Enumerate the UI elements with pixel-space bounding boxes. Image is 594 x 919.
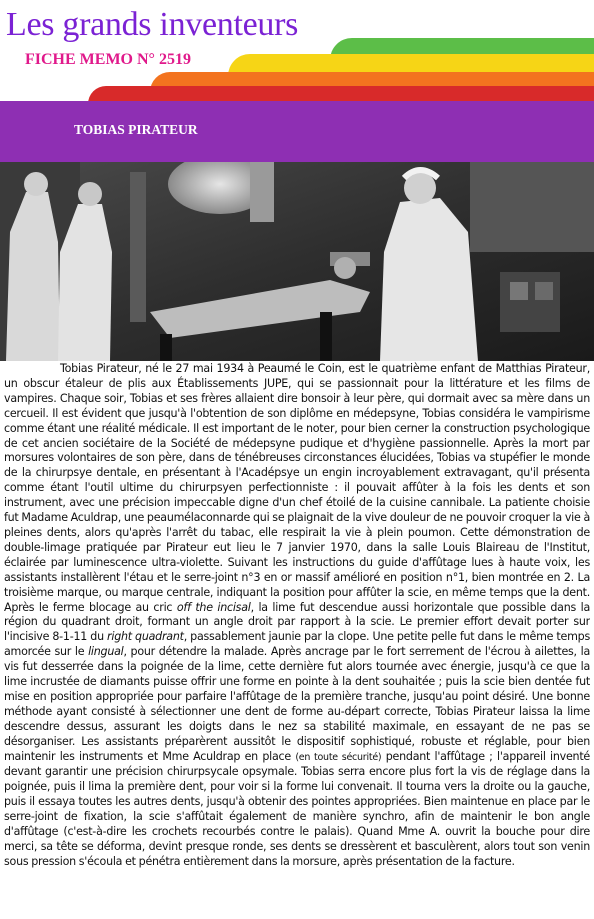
- emphasis-lingual: lingual: [88, 645, 124, 659]
- inventor-name: TOBIAS PIRATEUR: [74, 122, 198, 137]
- article-paragraph: Tobias Pirateur, né le 27 mai 1934 à Peaumé le Coin, est le quatrième enfant de Matthias Pirateur, un obscur étaleur de plis aux Établissements JUPE, qui se passionnait pour la littérature et les films de vampires. Chaque soir, Tobias et ses frères allaient dire bonsoir à leur père, qui dormait avec sa mère dans un cercueil. Il est évident que jusqu'à l'obtention de son diplôme en médepsyne, Tobias considéra le vampirisme comme étant une réalité médicale. Il est important de le noter, pour bien cerner la construction psychologique de cet ancien sociétaire de la Société de médepsyne pudique et d'hygiène passionnelle. Après la mort par morsures volontaires de son père, dans de ténébreuses circonstances élucidées, Tobias va stupéfier le monde de la chirurpsye dentale, en présentant à l'Acadépsye un engin incroyablement extravagant, qu'il présenta comme étant l'outil ultime du chirurpsyen perfectionniste : il pouvait affûter à la fois les dents et son instrument, avec une précision impeccable digne d'un chef étoilé de la cuisine cannibale. La patiente choisie fut Madame Aculdrap, une peaumélaconnarde qui se plaignait de la vive douleur de ne pouvoir croquer la vie à pleines dents, alors qu'après l'arrêt du tabac, elle respirait la vie à plein poumon. Cette démonstration de double-limage pratiquée par Pirateur eut lieu le 7 janvier 1970, dans la salle Louis Blaireau de l'Institut, éclairée par luminescence ultra-violette. Suivant les instructions du guide d'affûtage lues à haute voix, les assistants installèrent l'étau et le serre-joint n°3 en or massif amélioré en position n°1, bien montrée en 2. La troisième marque, ou marque centrale, indiquant la position pour affûter la scie, en même temps que la dent. Après le ferme blocage au cric off the incisal, la lime fut descendue aussi horizontale que possible dans la région du quadrant droit, formant un angle droit par rapport à la scie. Le premier effort devait porter sur l'incisive 8-1-11 du right quadrant, passablement jaunie par la clope. Une petite pelle fut dans le même temps amorcée sur le lingual, pour détendre la malade. Après ancrage par le fort serrement de l'écrou à ailettes, la vis fut desserrée dans la poignée de la lime, cette dernière fut alors tournée avec énergie, jusqu'à ce que la lime incrustée de diamants puisse offrir une forme en pointe à la dent souhaitée ; puis la scie bien dentée fut mise en position appropriée pour parfaire l'affûtage de la première tranche, jusqu'au point désiré. Une bonne méthode ayant consisté à sélectionner une dent de forme au-départ correcte, Tobias Pirateur laissa la lime descendre dessus, assurant les doigts dans le nez sa stabilité maximale, en essayant de ne pas se désorganiser. Les assistants préparèrent aussitôt le dispositif sophistiqué, robuste et réglable, pour bien maintenir les instruments et Mme Aculdrap en place (en toute sécurité) pendant l'affûtage ; l'appareil inventé devant garantir une précision chirurpsycale opsymale. Tobias serra encore plus fort la vis de réglage dans la poignée, puis il lima la première dent, pour voir si la forme lui convenait. Il tourna vers la droite ou la gauche, puis il essaya toutes les autres dents, jusqu'à obtenir des pointes appropriées. Bien maintenue en place par le serre-joint de fixation, la scie s'affûtait également de manière synchro, afin de maintenir le bon angle d'affûtage (c'est-à-dire les crochets recourbés contre le palais). Quand Mme A. ouvrit la bouche pour dire merci, sa tête se déforma, devint presque ronde, ses dents se dressèrent et basculèrent, alors tout son venin sous pression s'écoula et pénétra entièrement dans la morsure, après présentation de la facture.: [4, 362, 590, 868]
- safety-note: (en toute sécurité): [295, 751, 382, 763]
- emphasis-off-the-incisal: off the incisal: [176, 600, 251, 614]
- article-body: [4, 362, 590, 919]
- page-subtitle: FICHE MEMO N° 2519: [25, 51, 191, 68]
- page-title: Les grands inventeurs: [6, 6, 299, 43]
- emphasis-right-quadrant: right quadrant: [107, 630, 184, 644]
- film-still-photo: [0, 162, 594, 361]
- header: [0, 0, 594, 162]
